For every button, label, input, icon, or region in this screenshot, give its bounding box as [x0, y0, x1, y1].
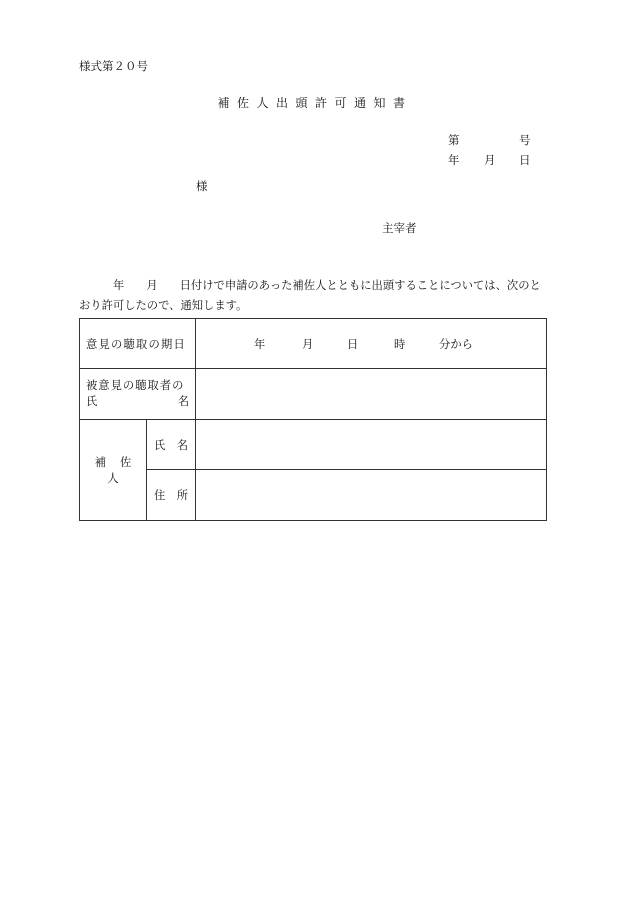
form-number: 様式第２０号: [79, 59, 148, 73]
table-row-assistant-name: [80, 420, 547, 470]
issue-date-day: 日: [519, 153, 531, 167]
hearee-label-char-b: 名: [177, 395, 190, 408]
hearee-label-char-a: 氏: [86, 395, 98, 408]
issue-date-year: 年: [448, 153, 460, 167]
assistant-name-value: [196, 420, 547, 470]
body-month: 月: [146, 279, 158, 292]
notice-number-prefix: 第: [448, 133, 460, 147]
hearing-date-label: 意見の聴取の期日: [80, 319, 196, 369]
assistant-address-label: [147, 470, 196, 521]
addressee-honorific: 様: [196, 179, 208, 193]
assistant-name-char-a: 氏: [154, 438, 166, 452]
body-year: 年: [113, 279, 125, 292]
assistant-label: 補佐人: [80, 420, 147, 521]
assistant-name-char-b: 名: [176, 438, 188, 452]
document-title: 補佐人出頭許可通知書: [217, 96, 413, 110]
hearing-minute-from: 分から: [439, 337, 473, 351]
organizer-label: 主宰者: [382, 221, 417, 235]
hearing-day: 日: [347, 337, 359, 351]
assistant-name-label: [147, 420, 196, 470]
assistant-address-value: [196, 470, 547, 521]
hearing-year: 年: [254, 337, 266, 351]
hearee-label-line1: 被意見の聴取者の: [86, 379, 185, 392]
notice-number-suffix: 号: [519, 133, 531, 147]
hearing-datetime-cell: [196, 319, 547, 369]
table-row-hearing-date: [80, 319, 547, 369]
body-text: 日付けで申請のあった補佐人とともに出頭することについては、次のとおり許可したので、通知します。: [79, 279, 541, 312]
issue-date-month: 月: [484, 153, 496, 167]
table-row-hearee: [80, 369, 547, 420]
table-row-assistant-address: [80, 470, 547, 521]
hearing-hour: 時: [394, 337, 406, 351]
hearee-label-line2: [86, 394, 189, 410]
hearee-name-label: [80, 369, 196, 420]
hearee-name-value: [196, 369, 547, 420]
hearing-month: 月: [302, 337, 314, 351]
assistant-address-char-a: 住: [154, 489, 166, 502]
assistant-address-char-b: 所: [176, 489, 188, 502]
body-paragraph: [79, 276, 549, 316]
info-table: [79, 318, 547, 521]
